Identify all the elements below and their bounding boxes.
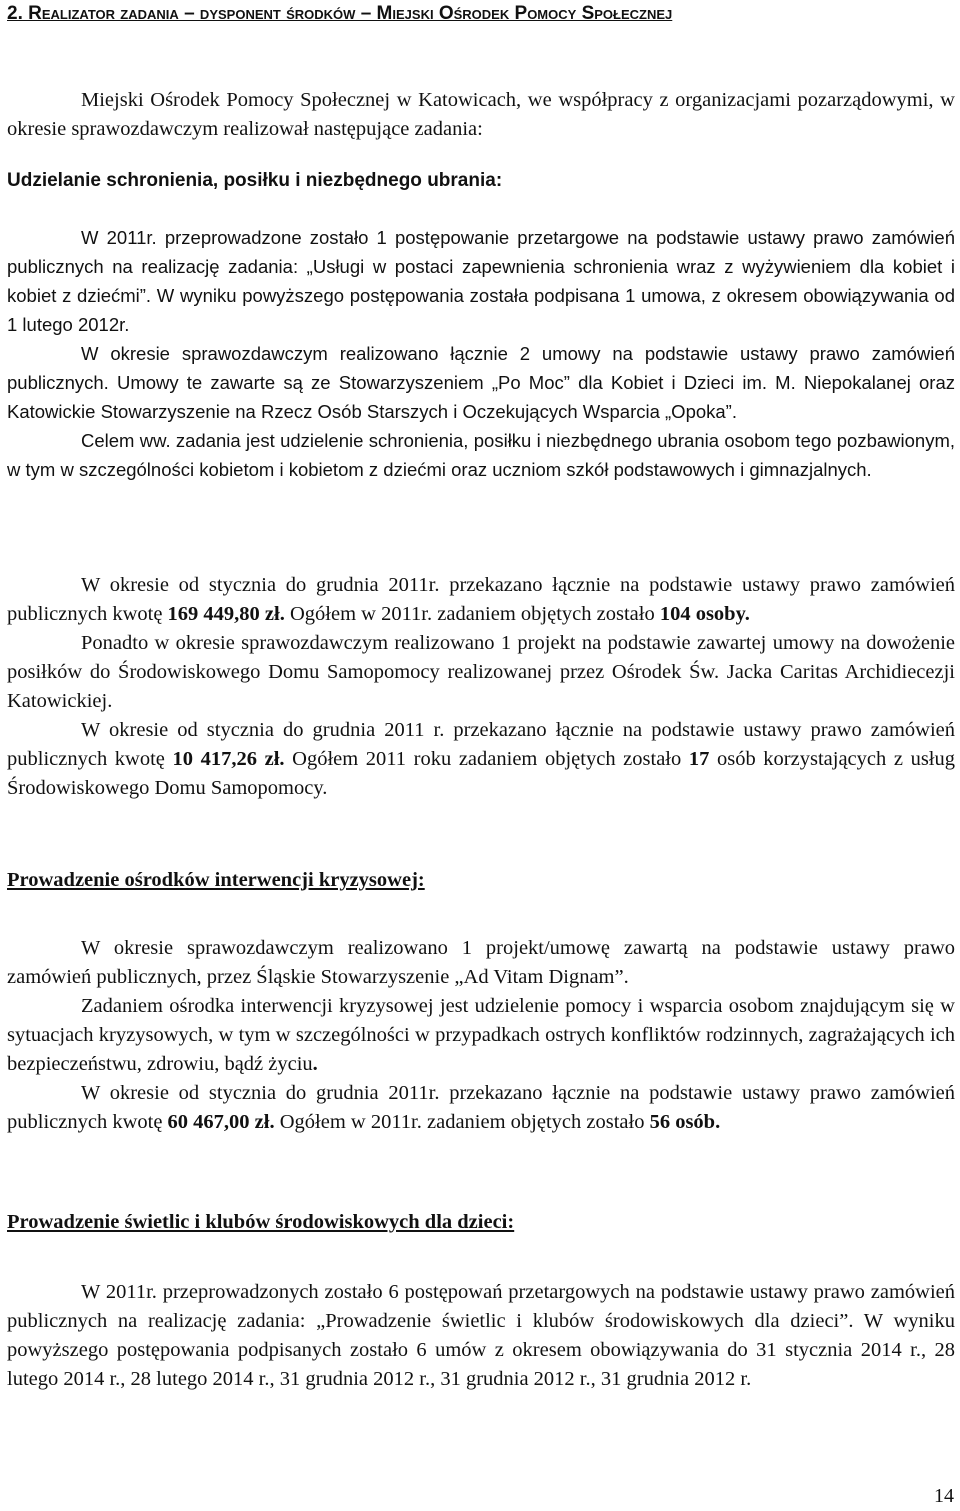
section-title-clubs: Prowadzenie świetlic i klubów środowiskowych dla dzieci: [7,1211,515,1233]
shelter-p4-text: W okresie od stycznia do grudnia 2011r. przekazano łącznie na podstawie ustawy prawo zamówień publicznych kwotę [7,574,955,625]
section-title-shelter: Udzielanie schronienia, posiłku i niezbędnego ubrania: [7,170,503,191]
crisis-persons: 56 osób. [649,1111,721,1133]
crisis-paragraph-2 [7,992,955,1079]
sds-amount: 10 417,26 zł. [172,748,285,770]
shelter-p6-text-2: Ogółem 2011 roku zadaniem objętych zostało [284,748,689,770]
chapter-heading: 2. Realizator zadania – dysponent środków – Miejski Ośrodek Pomocy Społecznej [7,3,673,24]
shelter-p4-text-2: Ogółem w 2011r. zadaniem objętych zostało [284,603,660,625]
clubs-paragraph-1: W 2011r. przeprowadzonych zostało 6 postępowań przetargowych na podstawie ustawy prawo zamówień publicznych na realizację zadania: „Prowadzenie świetlic i klubów środowiskowych dla dzieci”. W wyniku powyższego postępowania podpisanych zostało 6 umów z okresem obowiązywania do 31 stycznia 2014 r., 28 lutego 2014 r., 28 lutego 2014 r., 31 grudnia 2012 r., 31 grudnia 2012 r., 31 grudnia 2012 r. [7,1281,955,1390]
shelter-paragraph-3: Celem ww. zadania jest udzielenie schronienia, posiłku i niezbędnego ubrania osobom tego pozbawionym, w tym w szczególności kobietom i kobietom z dziećmi oraz uczniom szkół podstawowych i gimnazjalnych. [7,430,955,480]
page-number: 14 [934,1485,954,1507]
section-shelter-body [7,223,955,484]
shelter-paragraph-4 [7,571,955,629]
shelter-paragraph-1: W 2011r. przeprowadzone zostało 1 postępowanie przetargowe na podstawie ustawy prawo zamówień publicznych na realizację zadania: „Usługi w postaci zapewnienia schronienia wraz z wyżywieniem dla kobiet i kobiet z dziećmi”. W wyniku powyższego postępowania została podpisana 1 umowa, z okresem obowiązywania od 1 lutego 2012r. [7,227,955,335]
intro-text: Miejski Ośrodek Pomocy Społecznej w Katowicach, we współpracy z organizacjami pozarządowymi, w okresie sprawozdawczym realizował następujące zadania: [7,89,955,140]
crisis-paragraph-1: W okresie sprawozdawczym realizowano 1 projekt/umowę zawartą na podstawie ustawy prawo zamówień publicznych, przez Śląskie Stowarzyszenie „Ad Vitam Dignam”. [7,937,955,988]
shelter-paragraph-6 [7,716,955,803]
shelter-persons: 104 osoby. [659,603,750,625]
section-clubs-body [7,1278,955,1394]
section-crisis-body [7,934,955,1137]
crisis-amount: 60 467,00 zł. [167,1111,275,1133]
crisis-paragraph-3 [7,1079,955,1137]
crisis-p3-text: W okresie od stycznia do grudnia 2011r. przekazano łącznie na podstawie ustawy prawo zamówień publicznych kwotę [7,1082,955,1133]
section-shelter-funding [7,571,955,803]
crisis-p3-text-2: Ogółem w 2011r. zadaniem objętych zostało [274,1111,650,1133]
sds-persons: 17 [688,748,710,770]
crisis-p2-text: Zadaniem ośrodka interwencji kryzysowej jest udzielenie pomocy i wsparcia osobom znajdującym się w sytuacjach kryzysowych, w tym w szczególności w przypadkach ostrych konfliktów rodzinnych, zagrażających ich bezpieczeństwu, zdrowiu, bądź życiu [7,995,955,1075]
shelter-p6-text: W okresie od stycznia do grudnia 2011 r. przekazano łącznie na podstawie ustawy prawo zamówień publicznych kwotę [7,719,955,770]
shelter-paragraph-5: Ponadto w okresie sprawozdawczym realizowano 1 projekt na podstawie zawartej umowy na dowożenie posiłków do Środowiskowego Domu Samopomocy realizowanej przez Ośrodek Św. Jacka Caritas Archidiecezji Katowickiej. [7,632,955,712]
shelter-p6-text-3: osób korzystających z usług Środowiskowego Domu Samopomocy. [7,748,955,799]
intro-paragraph [7,86,955,144]
shelter-paragraph-2: W okresie sprawozdawczym realizowano łącznie 2 umowy na podstawie ustawy prawo zamówień publicznych. Umowy te zawarte są ze Stowarzyszeniem „Po Moc” dla Kobiet i Dzieci im. M. Niepokalanej oraz Katowickie Stowarzyszenie na Rzecz Osób Starszych i Oczekujących Wsparcia „Opoka”. [7,343,955,422]
shelter-amount: 169 449,80 zł. [167,603,285,625]
crisis-p2-end: . [312,1053,318,1075]
section-title-crisis: Prowadzenie ośrodków interwencji kryzysowej: [7,869,425,891]
